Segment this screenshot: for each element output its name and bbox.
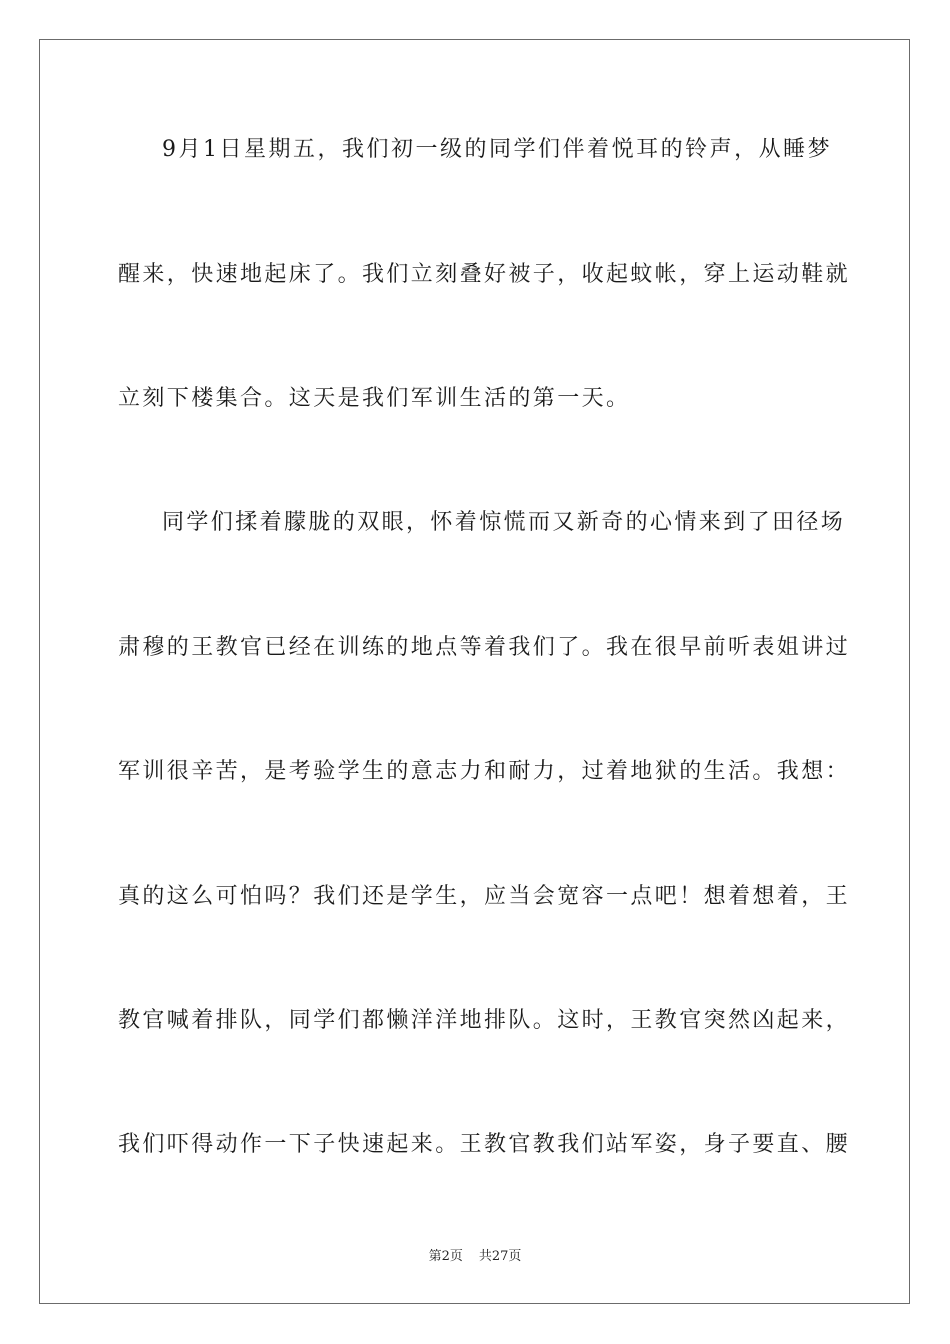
page-footer [0,1248,950,1266]
paragraph-1-line-1: 9月1日星期五，我们初一级的同学们伴着悦耳的铃声，从睡梦 [162,137,832,162]
page-number: 第2页 [428,1249,463,1264]
paragraph-2-line-2: 肃穆的王教官已经在训练的地点等着我们了。我在很早前听表姐讲过 [118,635,851,660]
paragraph-1-line-3: 立刻下楼集合。这天是我们军训生活的第一天。 [118,386,631,411]
page-border [39,39,910,1304]
paragraph-2-line-6: 我们吓得动作一下子快速起来。王教官教我们站军姿，身子要直、腰 [118,1132,851,1157]
paragraph-2-line-1: 同学们揉着朦胧的双眼，怀着惊慌而又新奇的心情来到了田径场 [162,510,846,535]
paragraph-2-line-4: 真的这么可怕吗？我们还是学生，应当会宽容一点吧！想着想着，王 [118,884,851,909]
total-pages: 共27页 [478,1249,522,1264]
paragraph-1-line-2: 醒来，快速地起床了。我们立刻叠好被子，收起蚊帐，穿上运动鞋就 [118,262,851,287]
paragraph-2-line-3: 军训很辛苦，是考验学生的意志力和耐力，过着地狱的生活。我想： [118,759,851,784]
paragraph-2-line-5: 教官喊着排队，同学们都懒洋洋地排队。这时，王教官突然凶起来， [118,1008,851,1033]
